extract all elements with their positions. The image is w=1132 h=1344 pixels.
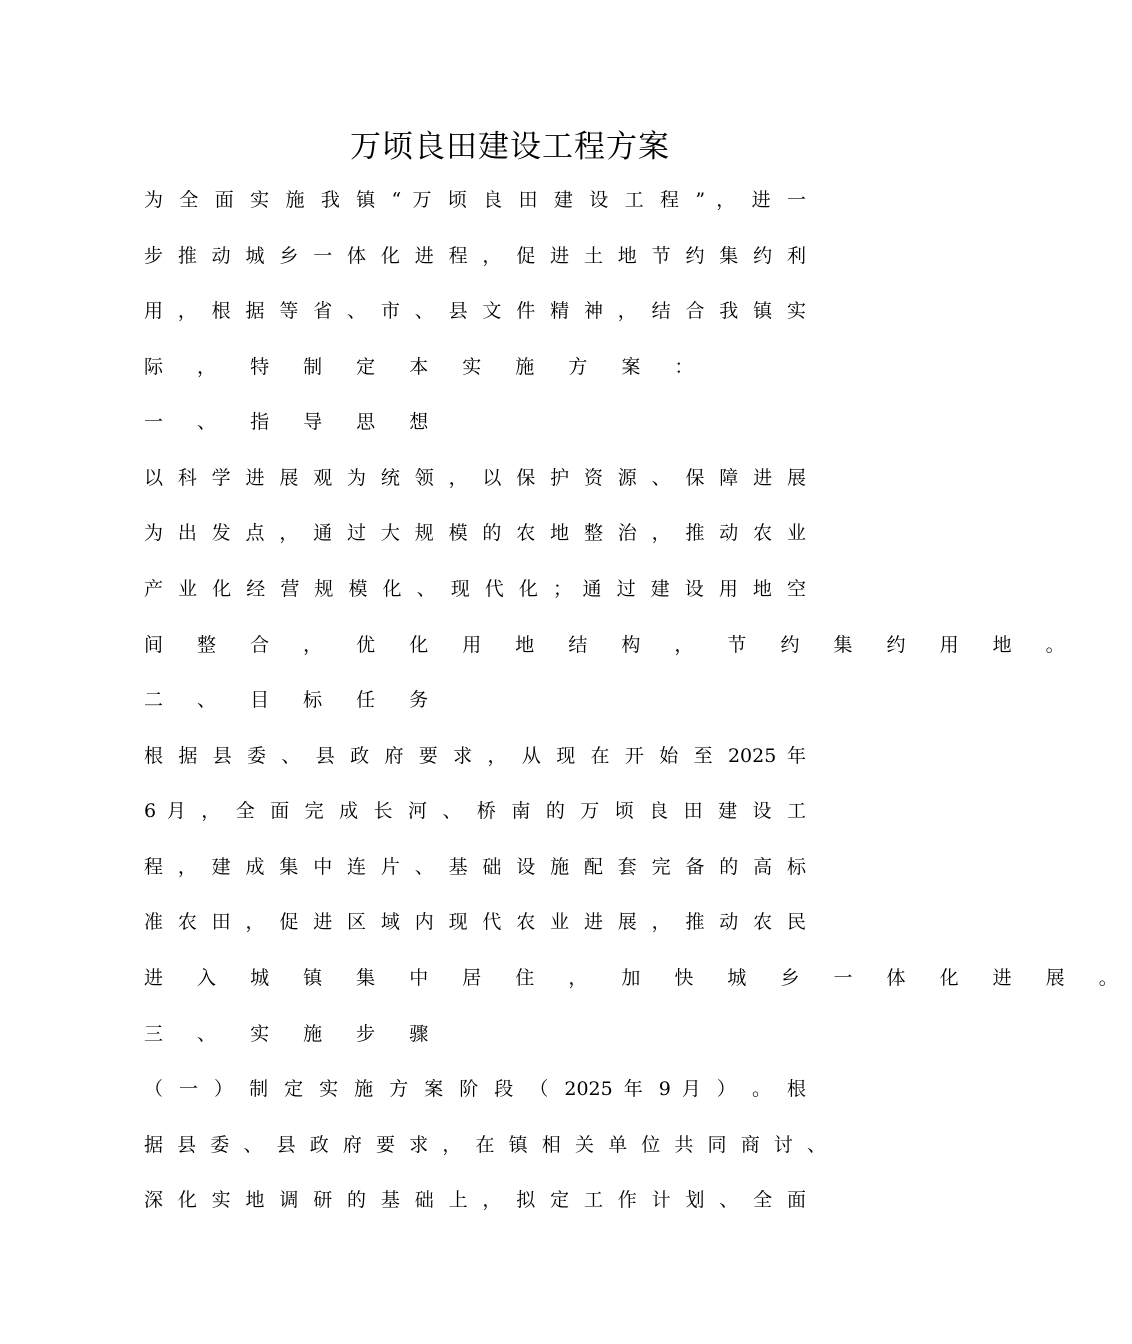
section-heading: 一 、 指 导 思 想 <box>144 411 443 433</box>
paragraph-line: 用 ， 根 据 等 省 、 市 、 县 文 件 精 神 ， 结 合 我 镇 实 <box>144 300 806 322</box>
paragraph-line: 为 全 面 实 施 我 镇 “ 万 顷 良 田 建 设 工 程 ” ， 进 一 <box>144 189 806 211</box>
paragraph-line: 根 据 县 委 、 县 政 府 要 求 ， 从 现 在 开 始 至 2025 年 <box>144 745 806 767</box>
paragraph-line: 间 整 合 ， 优 化 用 地 结 构 ， 节 约 集 约 用 地 。 <box>144 634 1079 656</box>
paragraph-line: 为 出 发 点 ， 通 过 大 规 模 的 农 地 整 治 ， 推 动 农 业 <box>144 522 806 544</box>
paragraph-line: 产 业 化 经 营 规 模 化 、 现 代 化 ； 通 过 建 设 用 地 空 <box>144 578 806 600</box>
paragraph-line: 深 化 实 地 调 研 的 基 础 上 ， 拟 定 工 作 计 划 、 全 面 <box>144 1189 806 1211</box>
paragraph-line: （ 一 ） 制 定 实 施 方 案 阶 段 （ 2025 年 9 月 ） 。 根 <box>144 1078 806 1100</box>
paragraph-line: 际 ， 特 制 定 本 实 施 方 案 ： <box>144 356 708 378</box>
paragraph-line: 6 月 ， 全 面 完 成 长 河 、 桥 南 的 万 顷 良 田 建 设 工 <box>144 800 806 822</box>
paragraph-line: 以 科 学 进 展 观 为 统 领 ， 以 保 护 资 源 、 保 障 进 展 <box>144 467 806 489</box>
paragraph-line: 进 入 城 镇 集 中 居 住 ， 加 快 城 乡 一 体 化 进 展 。 <box>144 967 1132 989</box>
section-heading: 二 、 目 标 任 务 <box>144 689 443 711</box>
paragraph-line: 程 ， 建 成 集 中 连 片 、 基 础 设 施 配 套 完 备 的 高 标 <box>144 856 806 878</box>
section-heading: 三 、 实 施 步 骤 <box>144 1023 443 1045</box>
paragraph-line: 据 县 委 、 县 政 府 要 求 ， 在 镇 相 关 单 位 共 同 商 讨 、 <box>144 1134 826 1156</box>
paragraph-line: 步 推 动 城 乡 一 体 化 进 程 ， 促 进 土 地 节 约 集 约 利 <box>144 245 806 267</box>
document-title: 万顷良田建设工程方案 <box>350 129 670 165</box>
paragraph-line: 准 农 田 ， 促 进 区 域 内 现 代 农 业 进 展 ， 推 动 农 民 <box>144 911 806 933</box>
